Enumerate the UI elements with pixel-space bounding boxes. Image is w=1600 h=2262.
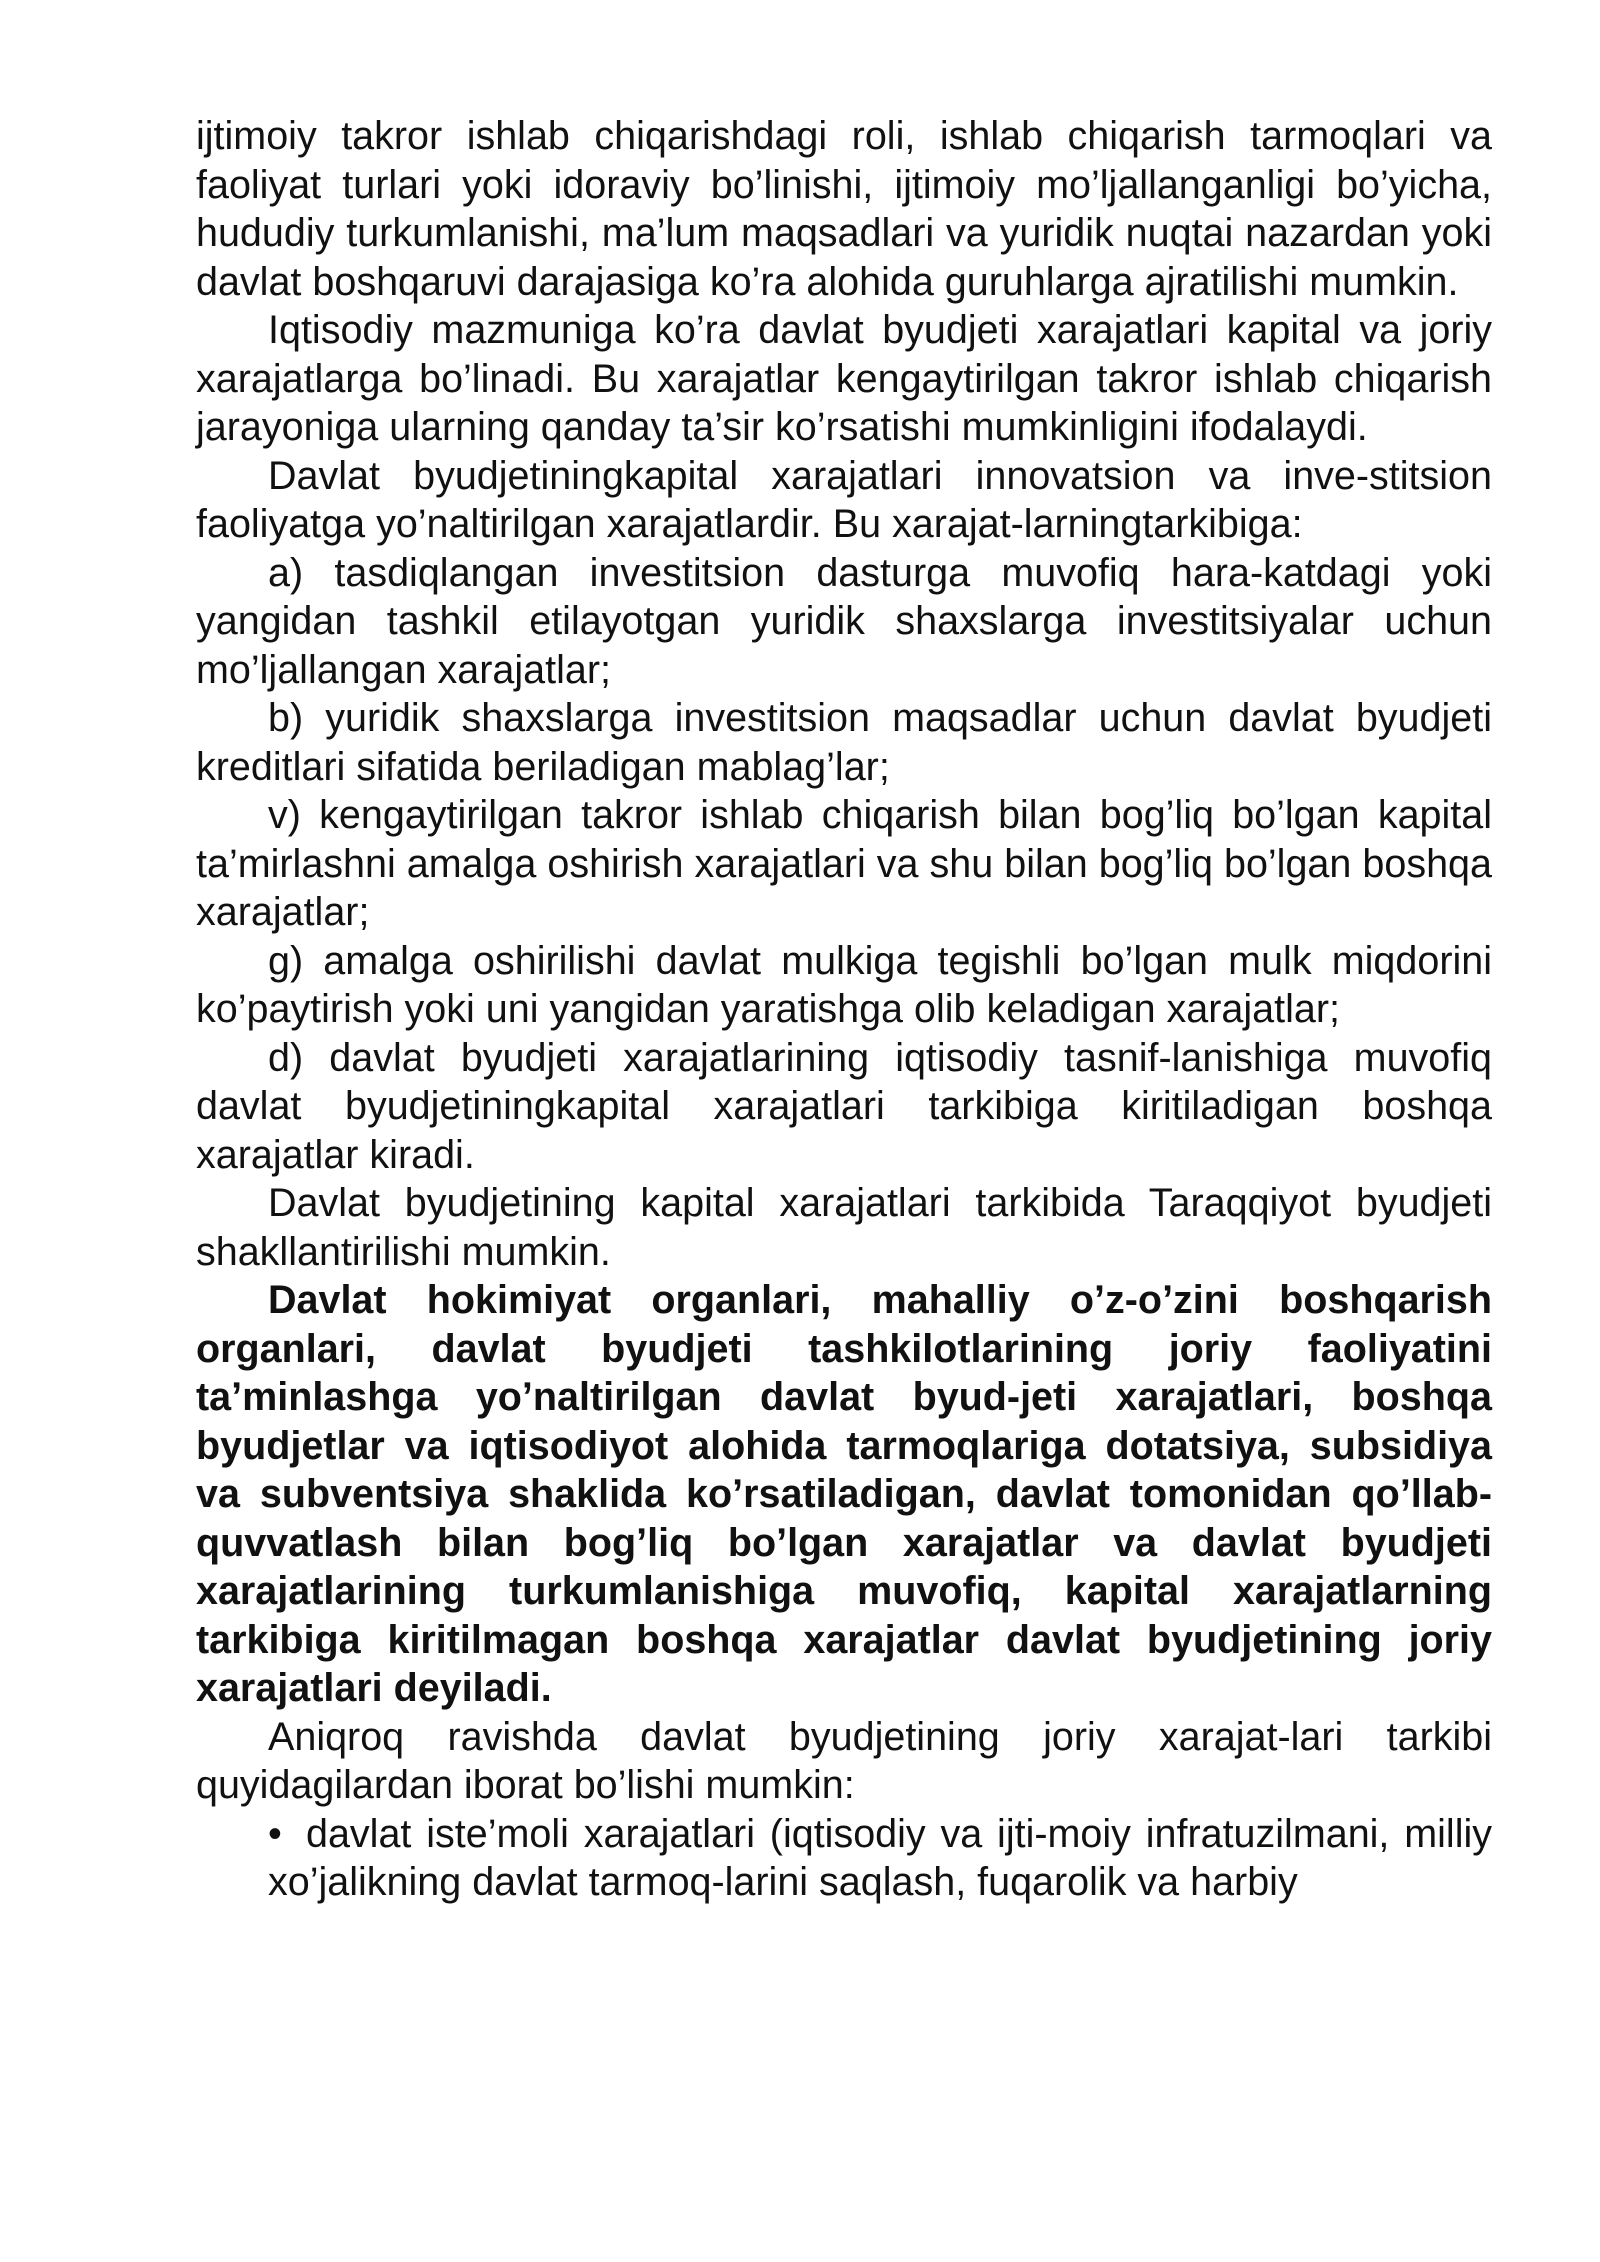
paragraph-current-expenditures-definition: Davlat hokimiyat organlari, mahalliy o’z-o’zini boshqarish organlari, davlat byudjeti tashkilotlarining joriy faoliyatini ta’minlashga yo’naltirilgan davlat byud-jeti xarajatlari, boshqa byudjetlar va iqtisodiyot alohida tarmoqlariga dotatsiya, subsidiya va subventsiya shaklida ko’rsatiladigan, davlat tomonidan qo’llab-quvvatlash bilan bog’liq bo’lgan xarajatlar va davlat byudjeti xarajatlarining turkumlanishiga muvofiq, kapital xarajatlarning tarkibiga kiritilmagan boshqa xarajatlar davlat byudjetining joriy xarajatlari deyiladi. <box>196 1278 1492 1710</box>
list-item-g: g) amalga oshirilishi davlat mulkiga tegishli bo’lgan mulk miqdorini ko’paytirish yoki uni yangidan yaratishga olib keladigan xarajatlar; <box>196 938 1492 1031</box>
list-item-d: d) davlat byudjeti xarajatlarining iqtisodiy tasnif-lanishiga muvofiq davlat byudjetiningkapital xarajatlari tarkibiga kiritiladigan boshqa xarajatlar kiradi. <box>196 1035 1492 1177</box>
list-item-a: a) tasdiqlangan investitsion dasturga muvofiq hara-katdagi yoki yangidan tashkil etilayotgan yuridik shaxslarga investitsiyalar uchun mo’ljallangan xarajatlar; <box>196 550 1492 692</box>
paragraph-capital-expenditures: Davlat byudjetiningkapital xarajatlari innovatsion va inve-stitsion faoliyatga yo’naltirilgan xarajatlardir. Bu xarajat-larningtarkibiga: <box>196 453 1492 546</box>
bullet-item <box>196 1810 1492 1907</box>
paragraph-development-budget: Davlat byudjetining kapital xarajatlari tarkibida Taraqqiyot byudjeti shakllantirilishi mumkin. <box>196 1181 1492 1274</box>
paragraph-economic-content: Iqtisodiy mazmuniga ko’ra davlat byudjeti xarajatlari kapital va joriy xarajatlarga bo’linadi. Bu xarajatlar kengaytirilgan takror ishlab chiqarish jarayoniga ularning qanday ta’sir ko’rsatishi mumkinligini ifodalaydi. <box>196 308 1492 449</box>
list-item-b: b) yuridik shaxslarga investitsion maqsadlar uchun davlat byudjeti kreditlari sifatida beriladigan mablag’lar; <box>196 696 1492 789</box>
bullet-icon: • <box>268 1811 282 1856</box>
bullet-item-text: davlat iste’moli xarajatlari (iqtisodiy va ijti-moiy infratuzilmani, milliy xo’jalikning davlat tarmoq-larini saqlash, fuqarolik va harbiy <box>268 1811 1492 1904</box>
document-page <box>196 112 1492 1907</box>
paragraph-continuation: ijtimoiy takror ishlab chiqarishdagi roli, ishlab chiqarish tarmoqlari va faoliyat turlari yoki idoraviy bo’linishi, ijtimoiy mo’ljallanganligi bo’yicha, hududiy turkumlanishi, ma’lum maqsadlari va yuridik nuqtai nazardan yoki davlat boshqaruvi darajasiga ko’ra alohida guruhlarga ajratilishi mumkin. <box>196 114 1492 304</box>
list-item-v: v) kengaytirilgan takror ishlab chiqarish bilan bog’liq bo’lgan kapital ta’mirlashni amalga oshirish xarajatlari va shu bilan bog’liq bo’lgan boshqa xarajatlar; <box>196 793 1492 934</box>
paragraph-current-expenditures-composition: Aniqroq ravishda davlat byudjetining joriy xarajat-lari tarkibi quyidagilardan iborat bo’lishi mumkin: <box>196 1714 1492 1807</box>
